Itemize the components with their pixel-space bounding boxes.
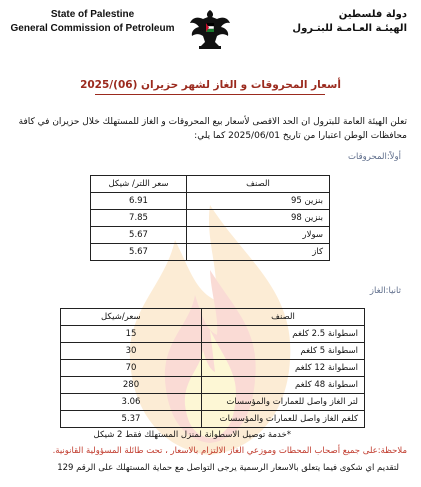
table-row xyxy=(61,411,365,428)
document-title: أسعار المحروقات و الغاز لشهر حزيران (06)/2025 xyxy=(80,79,341,91)
gas-name: اسطوانة 48 كلغم xyxy=(202,377,365,394)
fuel-price: 7.85 xyxy=(91,210,187,227)
col-header-price: سعر اللتر/ شيكل xyxy=(91,176,187,193)
header-org-arabic xyxy=(257,8,407,36)
table-row xyxy=(61,377,365,394)
gas-price-table xyxy=(60,308,365,428)
table-row xyxy=(61,343,365,360)
fuel-name: سولار xyxy=(187,227,330,244)
gas-name: اسطوانة 2.5 كلغم xyxy=(202,326,365,343)
title-underline xyxy=(95,94,325,95)
table-row xyxy=(61,360,365,377)
table-header-row xyxy=(91,176,330,193)
gas-price: 5.37 xyxy=(61,411,202,428)
table-row xyxy=(91,227,330,244)
gas-price: 30 xyxy=(61,343,202,360)
fuel-name: كاز xyxy=(187,244,330,261)
gas-name: لتر الغاز واصل للعمارات والمؤسسات xyxy=(202,394,365,411)
table-row xyxy=(91,193,330,210)
section-gas-label: ثانيا:الغاز xyxy=(369,286,401,296)
fuel-name: بنزين 95 xyxy=(187,193,330,210)
gas-name: اسطوانة 5 كلغم xyxy=(202,343,365,360)
fuel-price: 5.67 xyxy=(91,244,187,261)
header-org-english xyxy=(10,8,175,36)
complaints-note: لتقديم اي شكوى فيما يتعلق بالاسعار الرسمية يرجى التواصل مع حماية المستهلك على الرقم 129 xyxy=(57,463,399,473)
fuel-name: بنزين 98 xyxy=(187,210,330,227)
intro-paragraph: تعلن الهيئة العامة للبترول ان الحد الاقصى لأسعار بيع المحروقات و الغاز للمستهلك خلال حزيران في كافة محافظات الوطن اعتبارا من تاريخ 2025/06/01 كما يلي: xyxy=(18,117,407,141)
table-row xyxy=(91,210,330,227)
gas-name: كلغم الغاز واصل للعمارات والمؤسسات xyxy=(202,411,365,428)
col-header-item: الصنف xyxy=(202,309,365,326)
gas-price: 280 xyxy=(61,377,202,394)
fuel-price: 6.91 xyxy=(91,193,187,210)
fuel-price-table xyxy=(90,175,330,261)
delivery-note: *خدمة توصيل الاسطوانة لمنزل المستهلك فقط 2 شيكل xyxy=(93,430,291,440)
warning-note: ملاحظة:على جميع أصحاب المحطات وموزعي الغاز الالتزام بالاسعار ، تحت طائلة المسؤولية القانونية. xyxy=(52,446,407,456)
table-row xyxy=(91,244,330,261)
gas-name: اسطوانة 12 كلغم xyxy=(202,360,365,377)
gas-price: 3.06 xyxy=(61,394,202,411)
table-row xyxy=(61,326,365,343)
fuel-price: 5.67 xyxy=(91,227,187,244)
col-header-price: سعر/شيكل xyxy=(61,309,202,326)
gas-price: 15 xyxy=(61,326,202,343)
org-name-ar-line1: دولة فلسطين xyxy=(338,9,407,20)
col-header-item: الصنف xyxy=(187,176,330,193)
gas-price: 70 xyxy=(61,360,202,377)
table-header-row xyxy=(61,309,365,326)
table-row xyxy=(61,394,365,411)
org-name-en-line1: State of Palestine xyxy=(50,9,135,20)
palestine-eagle-emblem xyxy=(187,6,233,50)
section-fuel-label: أولاً:المحروقات xyxy=(348,152,401,162)
org-name-en-line2: General Commission of Petroleum xyxy=(10,23,175,34)
org-name-ar-line2: الهيئـة العـامـة للبتـرول xyxy=(292,23,407,34)
